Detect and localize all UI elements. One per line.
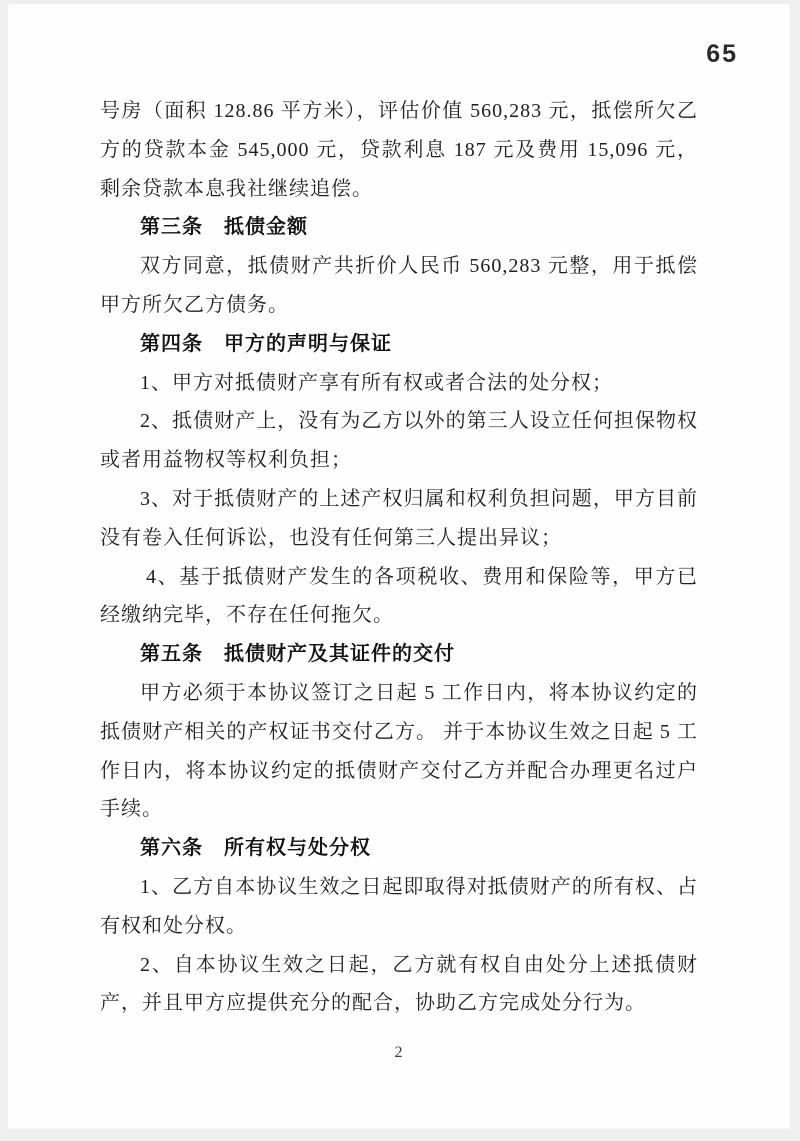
paragraph-article-4-item-3: 3、对于抵债财产的上述产权归属和权利负担问题，甲方目前没有卷入任何诉讼，也没有任何第三人提出异议； [100,487,698,549]
heading-article-4: 第四条 甲方的声明与保证 [140,332,392,355]
paragraph-continuation-property-value: 号房（面积 128.86 平方米），评估价值 560,283 元，抵偿所欠乙方的贷款本金 545,000 元，贷款利息 187 元及费用 15,096 元，剩余贷款本息我社继续追偿。 [100,100,698,200]
corner-page-number: 65 [706,40,738,68]
paragraph-article-4-item-2: 2、抵债财产上，没有为乙方以外的第三人设立任何担保物权或者用益物权等权利负担； [100,410,698,472]
paragraph-article-5-body: 甲方必须于本协议签订之日起 5 工作日内，将本协议约定的抵债财产相关的产权证书交付乙方。 并于本协议生效之日起 5 工作日内，将本协议约定的抵债财产交付乙方并配合办理更名过户手续。 [100,681,698,821]
footer-page-number: 2 [394,1044,404,1061]
heading-article-5: 第五条 抵债财产及其证件的交付 [140,643,455,666]
paragraph-article-4-item-4: 4、基于抵债财产发生的各项税收、费用和保险等，甲方已经缴纳完毕，不存在任何拖欠。 [100,565,698,627]
heading-article-6: 第六条 所有权与处分权 [140,837,371,860]
paragraph-article-6-item-2: 2、自本协议生效之日起，乙方就有权自由处分上述抵债财产，并且甲方应提供充分的配合，协助乙方完成处分行为。 [100,953,698,1015]
paragraph-article-3-body: 双方同意，抵债财产共折价人民币 560,283 元整，用于抵偿甲方所欠乙方债务。 [100,255,698,316]
paragraph-article-4-item-1: 1、甲方对抵债财产享有所有权或者合法的处分权； [140,371,613,394]
contract-body [100,92,698,1023]
document-sheet [8,4,790,1129]
heading-article-3: 第三条 抵债金额 [140,216,308,239]
paragraph-article-6-item-1: 1、乙方自本协议生效之日起即取得对抵债财产的所有权、占有权和处分权。 [100,875,698,937]
